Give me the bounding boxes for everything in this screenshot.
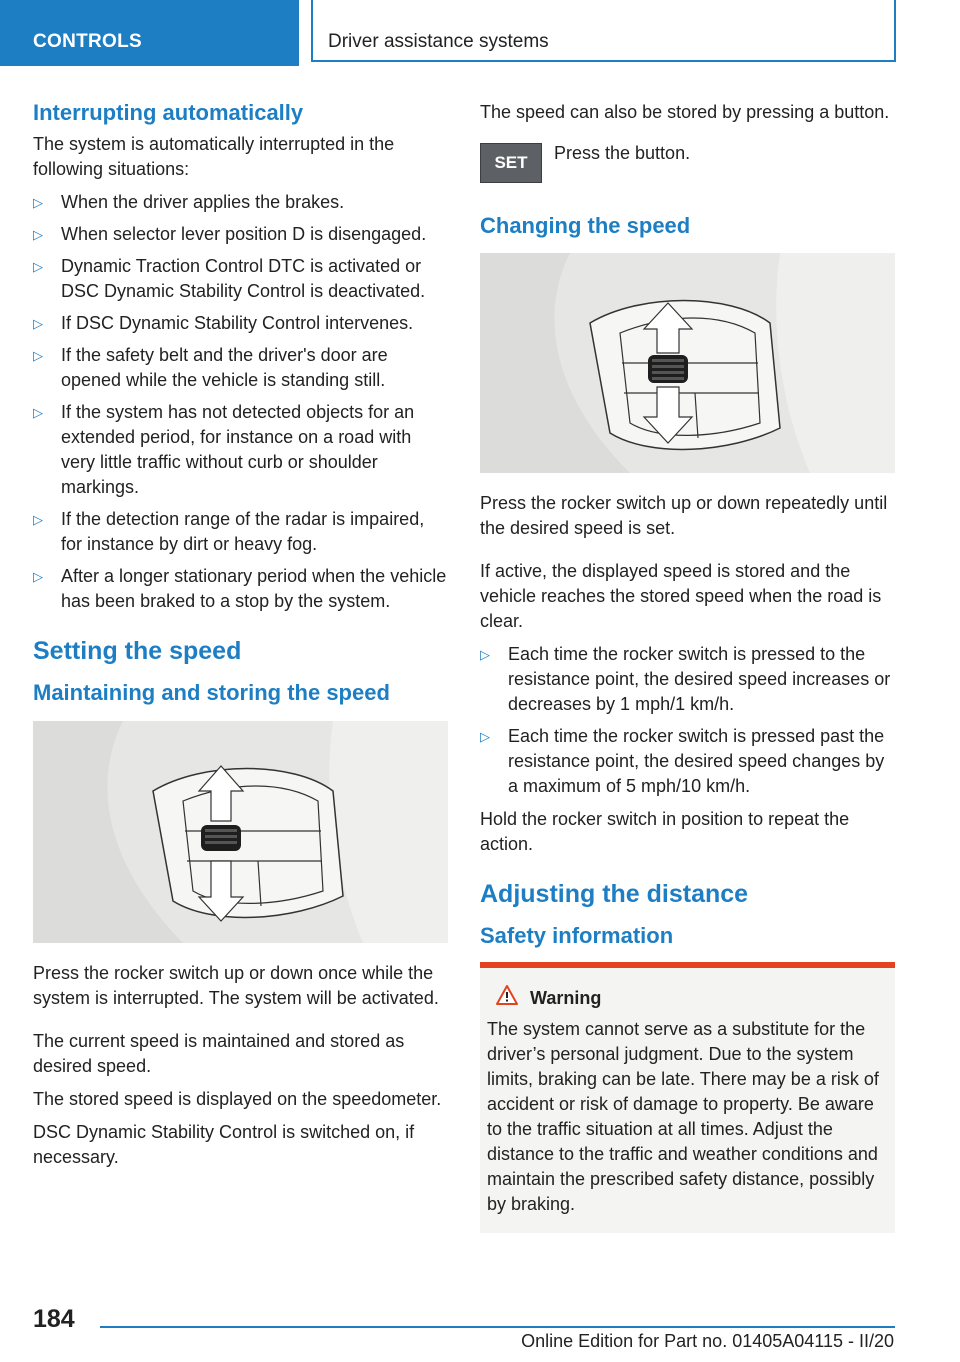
triangle-bullet-icon: ▷ [33,227,43,243]
interrupt-heading: Interrupting automatically [33,100,304,125]
warning-triangle-icon [495,984,519,1006]
list-item: ▷ When the driver applies the brakes. [33,190,448,215]
changing-p2: If active, the displayed speed is stored and the vehicle reaches the stored speed when the road is clear. [480,561,882,632]
maintain-p4: DSC Dynamic Stability Control is switched on, if necessary. [33,1121,415,1167]
changing-heading: Changing the speed [480,213,691,238]
chapter-header [311,0,896,62]
triangle-bullet-icon: ▷ [33,348,43,364]
footer-divider [100,1326,895,1328]
maintain-heading: Maintaining and storing the speed [33,680,390,706]
list-item: ▷ When selector lever position D is disengaged. [33,222,448,247]
maintain-p1: Press the rocker switch up or down once while the system is interrupted. The system will be activated. [33,962,439,1008]
list-item: ▷ If the system has not detected objects for an extended period, for instance on a road with very little traffic without curb or shoulder markings. [33,402,415,498]
store-paragraph: The speed can also be stored by pressing a button. [480,102,890,122]
section-title: CONTROLS [33,31,143,52]
maintain-p2: The current speed is maintained and stored as desired speed. [33,1030,405,1076]
triangle-bullet-icon: ▷ [33,195,43,211]
triangle-bullet-icon: ▷ [480,729,490,745]
changing-p3: Hold the rocker switch in position to repeat the action. [480,809,850,855]
changing-list [480,642,895,799]
page-number: 184 [33,1305,75,1333]
interrupt-intro: The system is automatically interrupted in the following situations: [33,134,395,180]
triangle-bullet-icon: ▷ [33,259,43,275]
set-button-icon: SET [480,143,542,183]
maintain-p3: The stored speed is displayed on the speedometer. [33,1088,442,1109]
list-item: ▷ If the detection range of the radar is impaired, for instance by dirt or heavy fog. [33,509,425,555]
warning-box [480,962,895,1233]
left-column [33,100,448,1178]
list-item: ▷ Each time the rocker switch is pressed past the resistance point, the desired speed changes by a maximum of 5 mph/10 km/h. [480,726,885,797]
setting-heading: Setting the speed [33,637,242,666]
press-button-text: Press the button. [554,143,691,163]
interrupt-list [33,190,448,614]
list-item: ▷ Each time the rocker switch is pressed to the resistance point, the desired speed increases or decreases by 1 mph/1 km/h. [480,644,891,715]
list-item: ▷ Dynamic Traction Control DTC is activated or DSC Dynamic Stability Control is deactivated. [33,256,426,302]
steering-wheel-rocker-image [33,721,448,943]
chapter-title: Driver assistance systems [328,31,549,52]
warning-text: The system cannot serve as a substitute for the driver’s personal judgment. Due to the system limits, braking can be late. There may be a risk of accident or risk of damage to property. Be aware to the traffic situation at all times. Adjust the distance to the traffic and weather conditions and maintain the prescribed safety distance, possibly by braking. [487,1018,879,1214]
triangle-bullet-icon: ▷ [33,512,43,528]
right-column [480,100,895,1233]
triangle-bullet-icon: ▷ [33,569,43,585]
triangle-bullet-icon: ▷ [33,405,43,421]
steering-wheel-rocker-image-2 [480,253,895,473]
list-item: ▷ If the safety belt and the driver's door are opened while the vehicle is standing still. [33,345,388,391]
list-item: ▷ If DSC Dynamic Stability Control intervenes. [33,311,448,336]
warning-title: Warning [487,988,888,1009]
adjusting-heading: Adjusting the distance [480,880,749,909]
edition-text: Online Edition for Part no. 01405A04115 - II/20 [521,1331,894,1351]
triangle-bullet-icon: ▷ [480,647,490,663]
triangle-bullet-icon: ▷ [33,316,43,332]
set-button-row [480,143,895,191]
list-item: ▷ After a longer stationary period when the vehicle has been braked to a stop by the system. [33,566,447,612]
section-tab [0,0,299,66]
safety-heading: Safety information [480,923,674,949]
changing-p1: Press the rocker switch up or down repeatedly until the desired speed is set. [480,493,888,539]
